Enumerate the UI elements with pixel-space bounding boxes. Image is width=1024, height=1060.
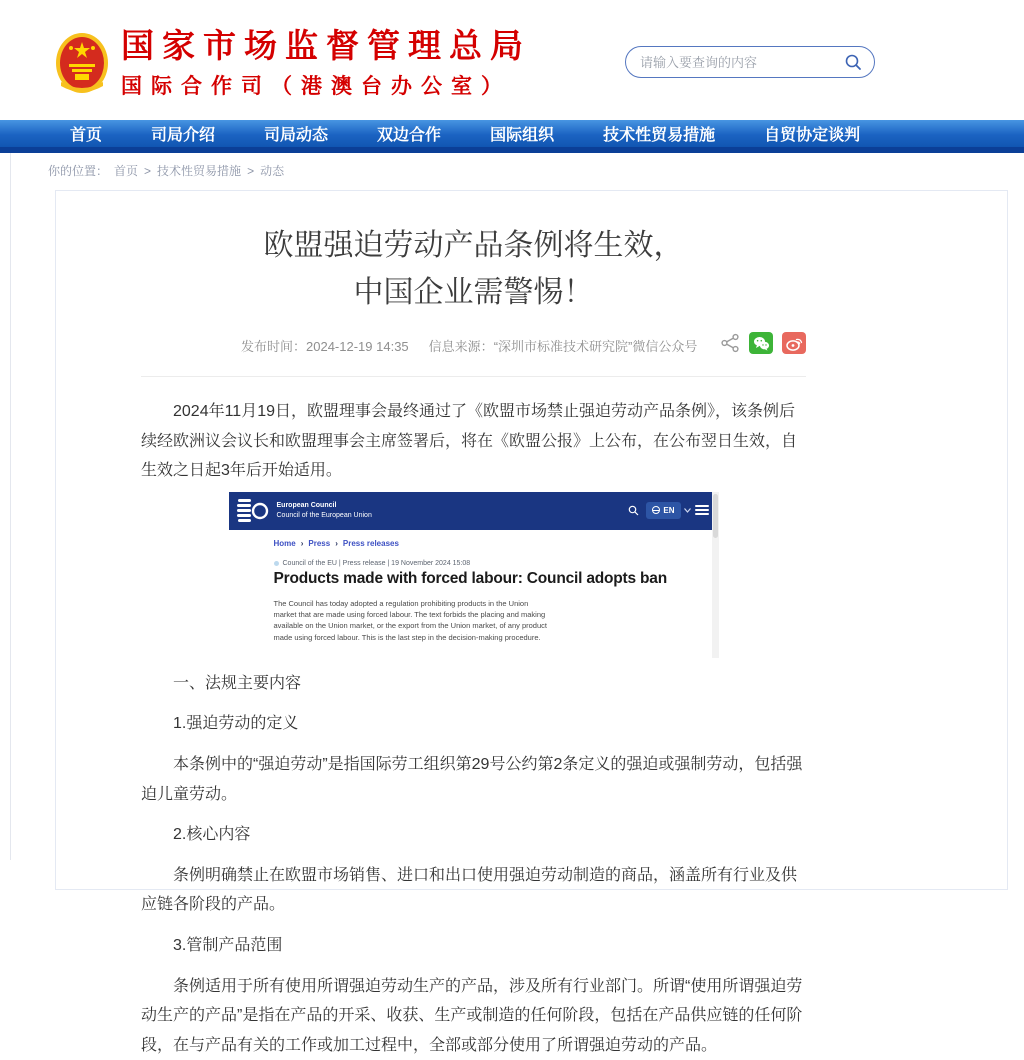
site-header (0, 8, 1024, 120)
breadcrumb-item-tbt[interactable]: 技术性贸易措施 (157, 164, 242, 178)
nav-item-dept-news[interactable]: 司局动态 (264, 127, 329, 144)
eu-meta-dot-icon (274, 561, 279, 566)
weibo-icon (786, 336, 803, 351)
eu-council-screenshot (229, 492, 719, 658)
site-brand (55, 26, 531, 100)
eu-council-logo (237, 497, 271, 525)
article-paragraph: 本条例中的“强迫劳动”是指国际劳工组织第29号公约第2条定义的强迫或强制劳动，包括强迫儿童劳动。 (141, 755, 803, 803)
article-paragraph: 2024年11月19日，欧盟理事会最终通过了《欧盟市场禁止强迫劳动产品条例》，该条例后续经欧洲议会议长和欧盟理事会主席签署后，将在《欧盟公报》上公布，在公布翌日生效，自生效之日起3年后开始适用。 (141, 403, 798, 480)
hamburger-menu-icon[interactable] (695, 505, 709, 516)
wechat-icon (753, 336, 770, 351)
eu-language-label: EN (663, 505, 675, 515)
meta-divider (141, 376, 806, 377)
site-title: 国家市场监督管理总局 (121, 27, 531, 64)
search-box[interactable] (625, 46, 875, 78)
eu-headline: Products made with forced labour: Council adopts ban (273, 569, 667, 587)
breadcrumb-item-home[interactable]: 首页 (114, 164, 139, 178)
article-subheading: 1.强迫劳动的定义 (173, 715, 299, 733)
main-nav (0, 120, 1024, 153)
article-title-line2: 中国企业需警惕！ (353, 275, 594, 309)
article-title (141, 223, 806, 316)
article-subheading: 3.管制产品范围 (173, 936, 283, 954)
article-subheading: 2.核心内容 (173, 826, 251, 844)
search-input[interactable] (640, 55, 844, 70)
source-value: “深圳市标准技术研究院”微信公众号 (493, 339, 698, 354)
eu-brand-text (277, 501, 372, 521)
breadcrumb-label: 你的位置： (48, 164, 109, 178)
eu-scrollbar[interactable] (712, 492, 719, 658)
breadcrumb-separator: > (247, 163, 255, 178)
article-paragraph: 条例适用于所有使用所谓强迫劳动生产的产品，涉及所有行业部门。所谓“使用所谓强迫劳动生产的产品”是指在产品的开采、收获、生产或制造的任何阶段，包括在产品供应链的任何阶段，在与产品有关的工作或加工过程中，全部或部分使用了所谓强迫劳动的产品。 (141, 977, 803, 1054)
eu-breadcrumb-separator: › (300, 538, 304, 548)
wechat-share-button[interactable] (749, 332, 773, 354)
article-title-line1: 欧盟强迫劳动产品条例将生效， (263, 229, 684, 262)
breadcrumb (48, 162, 284, 179)
eu-meta-line (274, 560, 699, 567)
eu-meta-text: Council of the EU | Press release | 19 November 2024 15:08 (282, 559, 471, 567)
article-container (55, 190, 1008, 1054)
weibo-share-button[interactable] (782, 332, 806, 354)
site-subtitle: 国际合作司（港澳台办公室） (121, 74, 511, 98)
breadcrumb-separator: > (144, 163, 152, 178)
eu-breadcrumb-press[interactable]: Press (308, 538, 331, 548)
publish-time-label: 发布时间： (241, 339, 307, 354)
national-emblem-logo (55, 32, 109, 94)
eu-body-text: The Council has today adopted a regulation prohibiting products in the Union market that are made using forced labour. The text forbids the placing and making available on the Union market, or the export from the Union market, of any product made using forced labour. This is the last step in the decision-making procedure. (273, 598, 547, 642)
eu-search-icon[interactable] (628, 505, 639, 516)
nav-item-home[interactable]: 首页 (70, 127, 103, 144)
eu-header (229, 492, 719, 530)
nav-item-bilateral[interactable]: 双边合作 (377, 127, 442, 144)
eu-language-button[interactable] (646, 502, 680, 519)
publish-time-value: 2024-12-19 14:35 (306, 339, 409, 354)
eu-brand-line2: Council of the European Union (276, 511, 372, 519)
article-section-heading: 一、法规主要内容 (173, 674, 302, 692)
eu-breadcrumb-home[interactable]: Home (273, 538, 296, 548)
nav-item-tbt[interactable]: 技术性贸易措施 (603, 127, 716, 144)
breadcrumb-item-news[interactable]: 动态 (260, 164, 285, 178)
share-group (720, 332, 806, 354)
chevron-down-icon[interactable] (684, 508, 691, 513)
share-icon[interactable] (720, 333, 740, 353)
nav-item-dept-intro[interactable]: 司局介绍 (151, 127, 216, 144)
globe-icon (652, 506, 660, 514)
article-meta (141, 332, 806, 358)
nav-item-intl-org[interactable]: 国际组织 (490, 127, 555, 144)
eu-brand-line1: European Council (276, 501, 337, 509)
eu-breadcrumb-separator: › (335, 538, 338, 548)
nav-item-fta[interactable]: 自贸协定谈判 (764, 127, 861, 144)
article-paragraph: 条例明确禁止在欧盟市场销售、进口和出口使用强迫劳动制造的商品，涵盖所有行业及供应链各阶段的产品。 (141, 866, 798, 914)
search-icon[interactable] (844, 53, 862, 71)
source-label: 信息来源： (428, 339, 494, 354)
eu-body (229, 530, 719, 643)
eu-breadcrumb-press-releases[interactable]: Press releases (342, 538, 399, 548)
eu-breadcrumb (274, 539, 699, 548)
